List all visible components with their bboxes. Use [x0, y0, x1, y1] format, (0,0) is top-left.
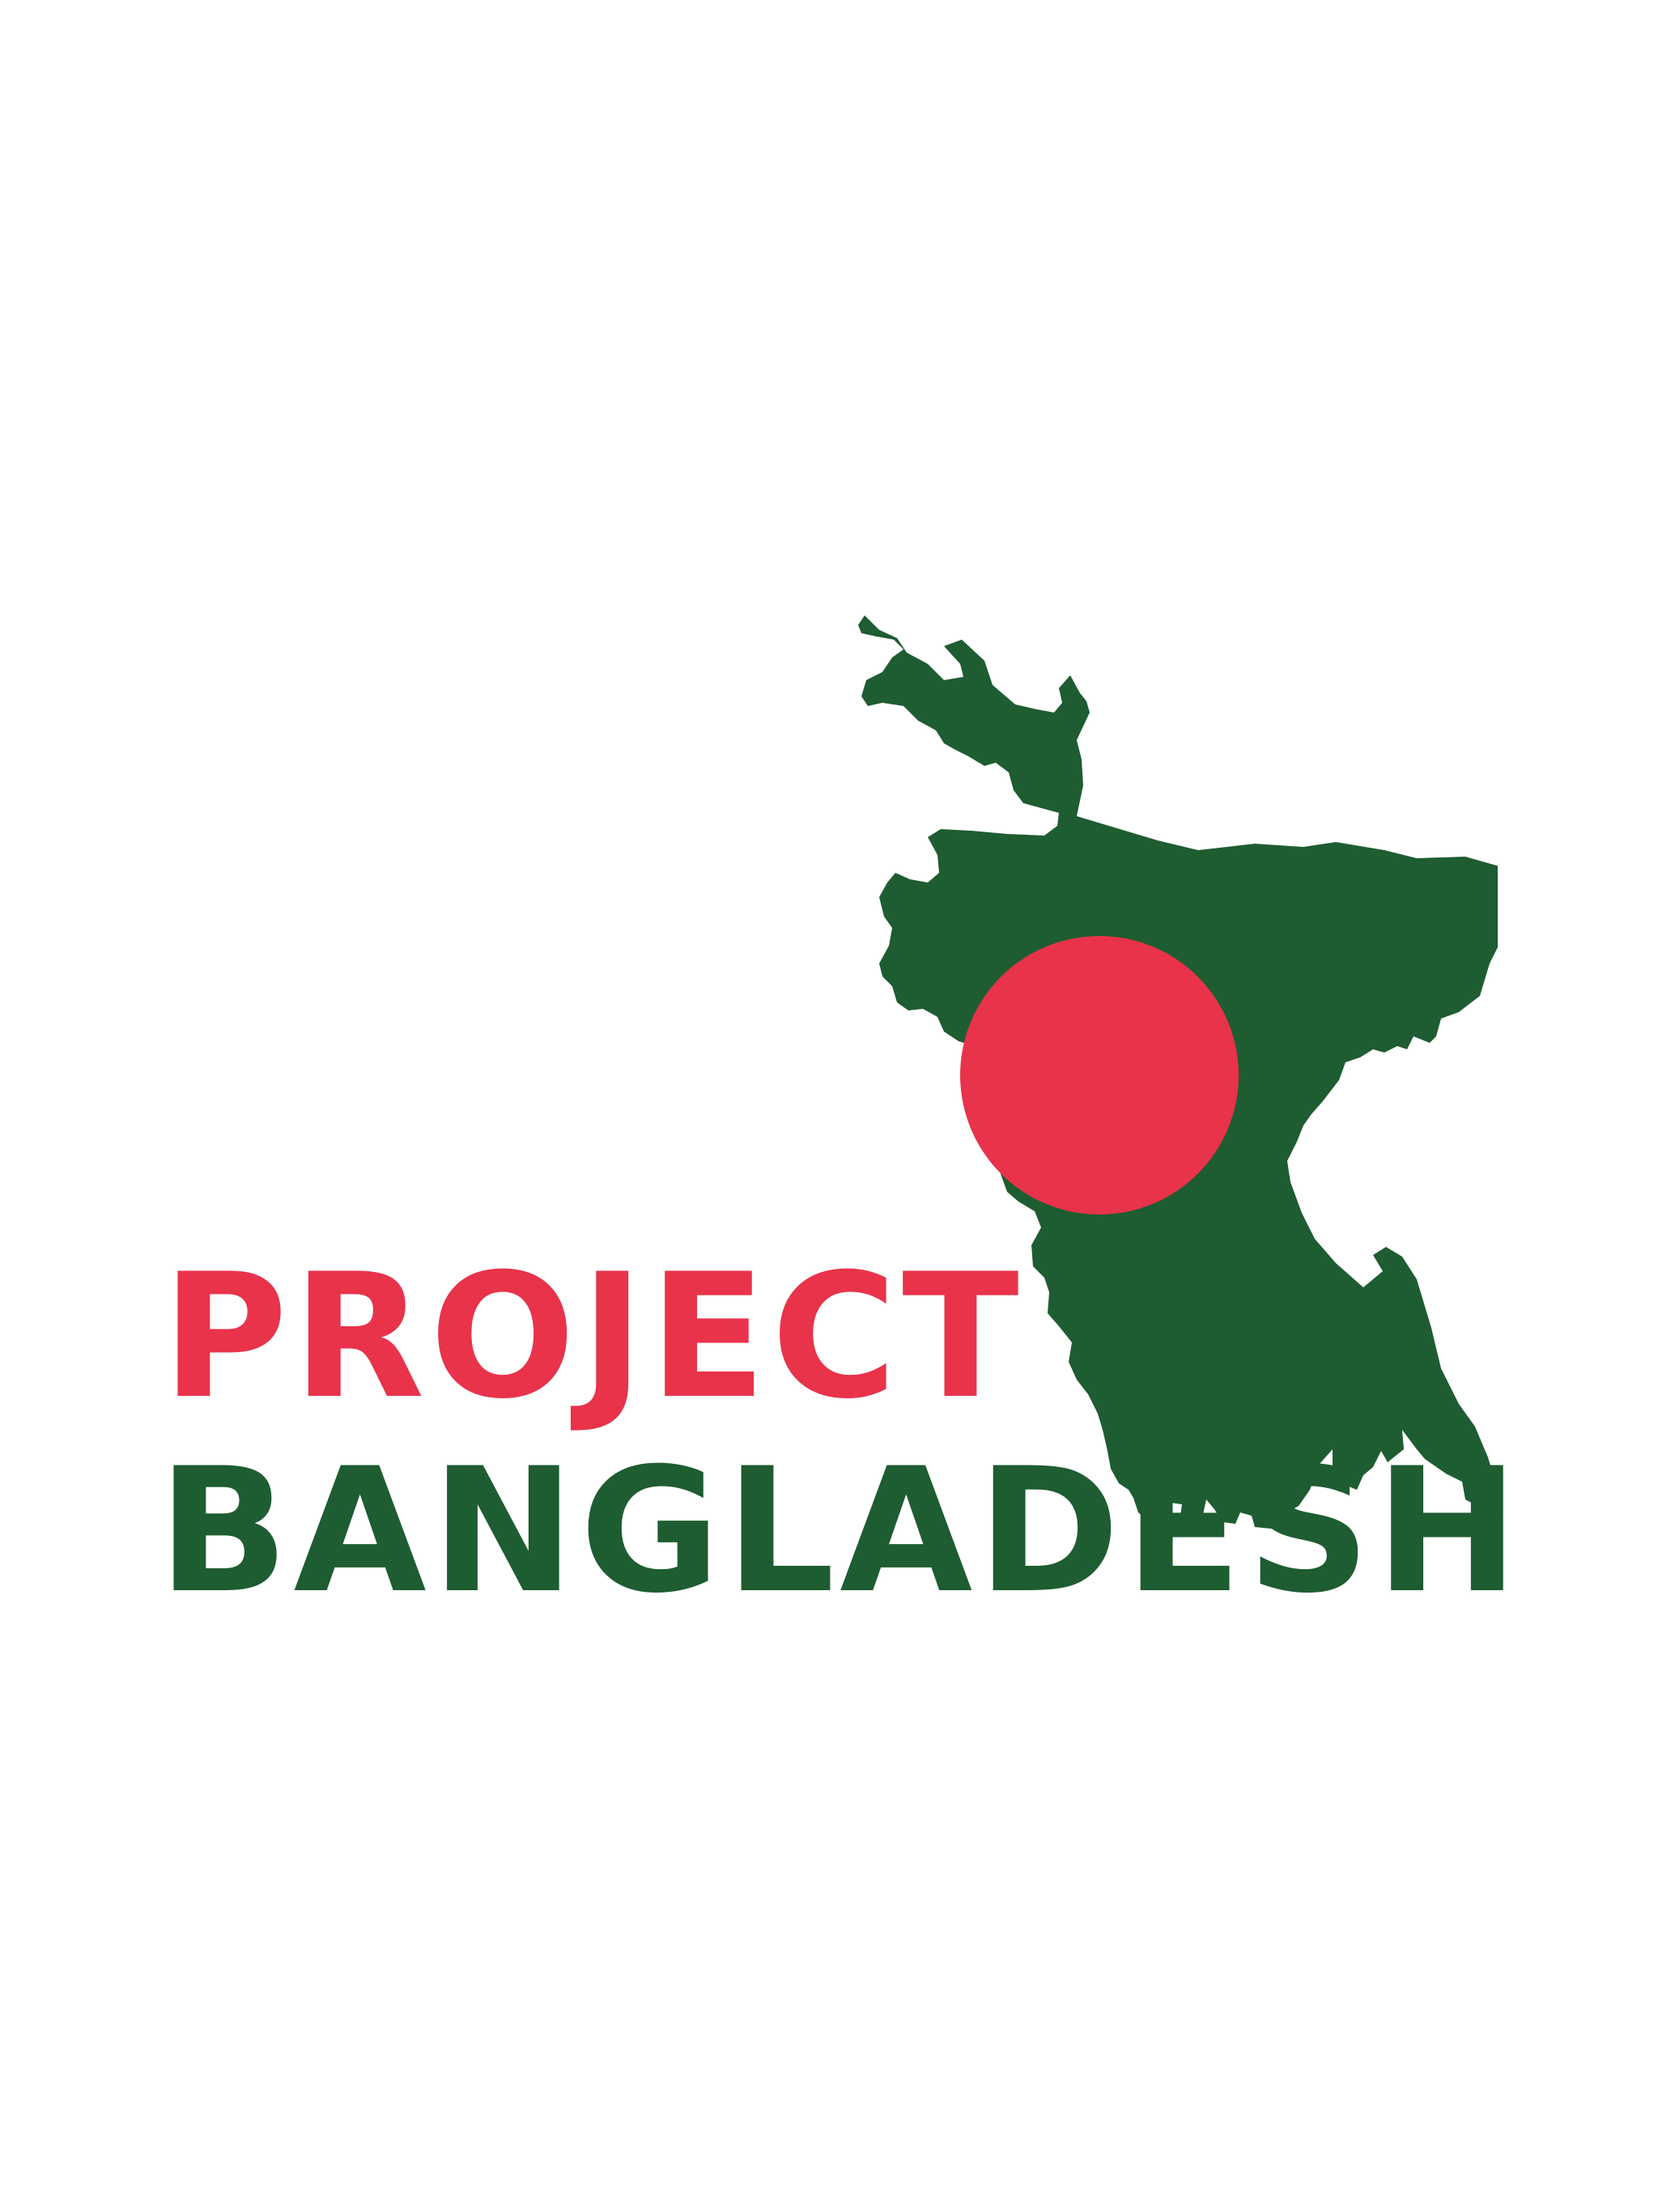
word-project: PROJECT — [162, 1236, 1024, 1436]
red-disc-icon — [960, 936, 1239, 1214]
word-bangladesh: BANGLADESH — [158, 1431, 1524, 1631]
